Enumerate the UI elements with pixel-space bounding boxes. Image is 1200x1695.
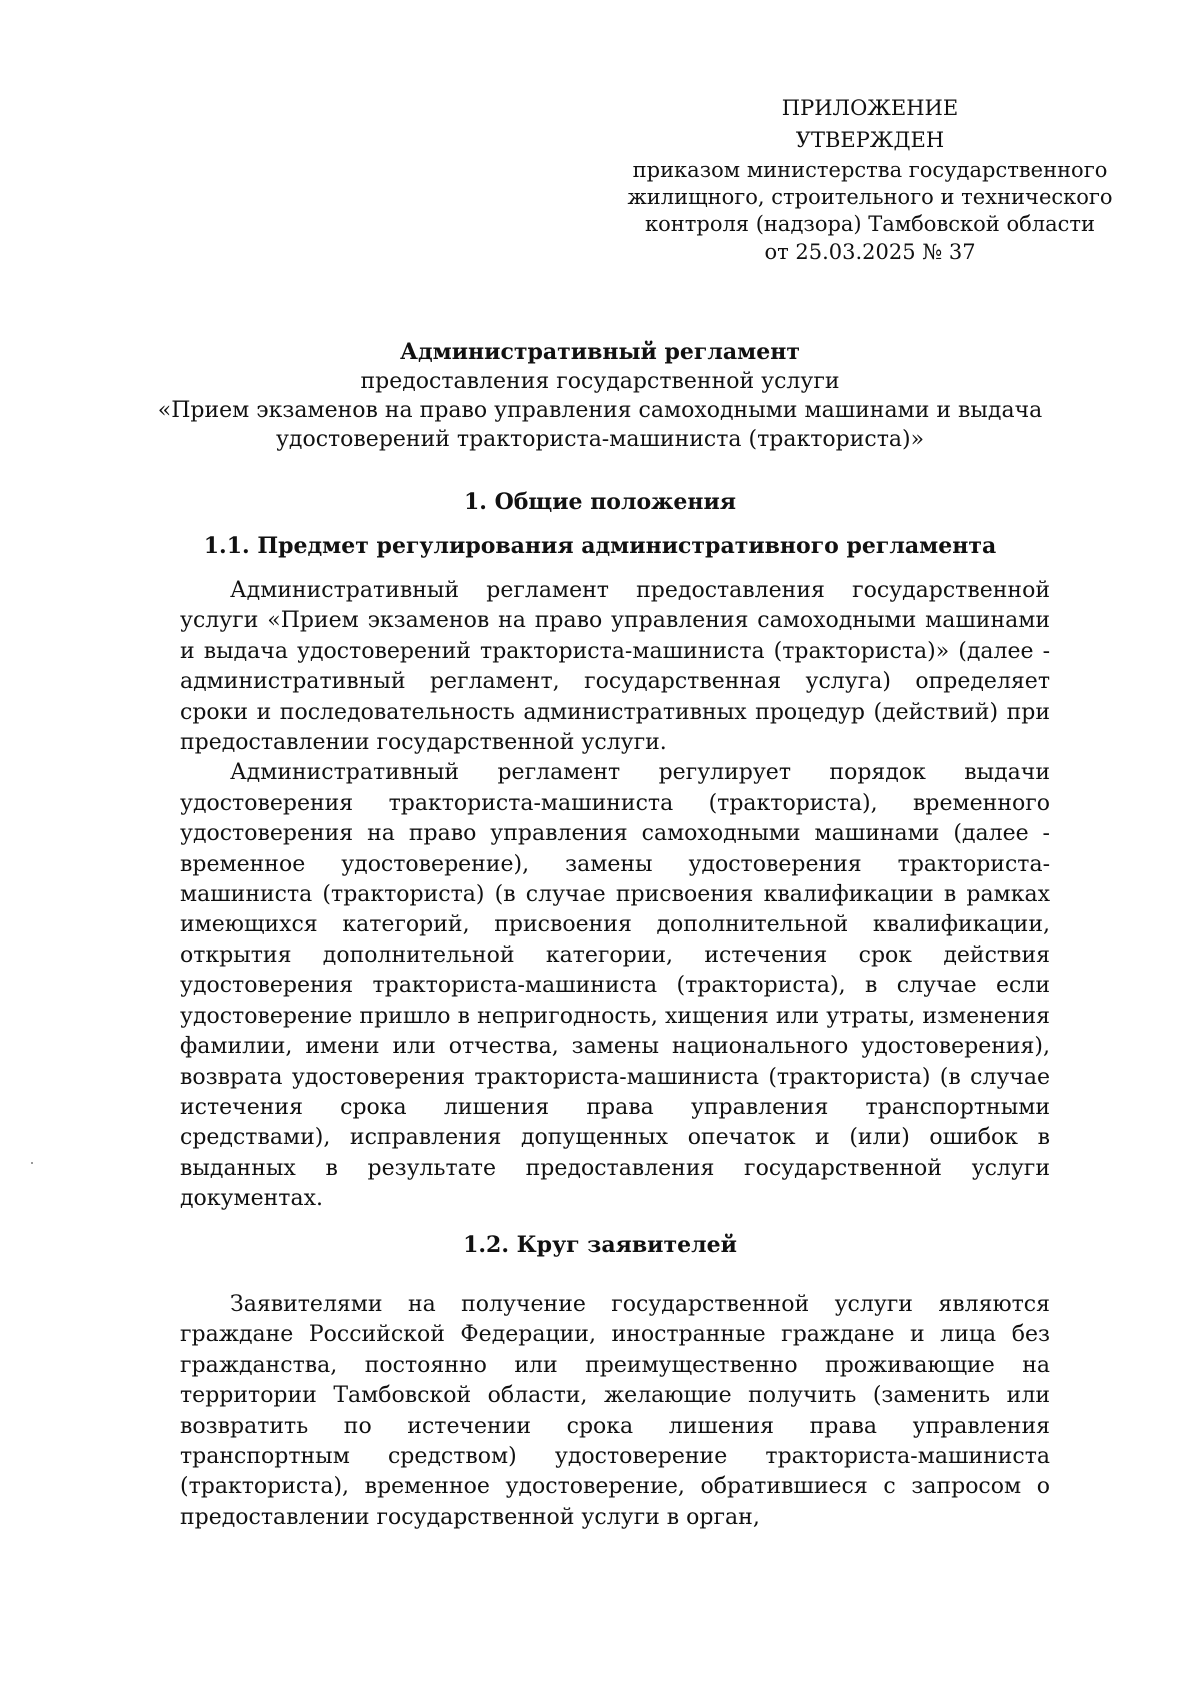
section-1-2-body	[180, 1290, 1050, 1533]
scan-artifact	[31, 1162, 33, 1164]
approval-line-2: жилищного, строительного и технического	[627, 185, 1113, 209]
title-line-1: предоставления государственной услуги	[360, 369, 840, 394]
section-1-heading: 1. Общие положения	[463, 489, 737, 515]
approval-line-3: контроля (надзора) Тамбовской области	[645, 212, 1095, 236]
paragraph: Административный регламент регулирует порядок выдачи удостоверения тракториста-машиниста (тракториста), временного удостоверения на право управления самоходными машинами (далее - временное удостоверение), замены удостоверения тракториста-машиниста (тракториста) (в случае присвоения квалификации в рамках имеющихся категорий, присвоения дополнительной квалификации, открытия дополнительной категории, истечения срок действия удостоверения тракториста-машиниста (тракториста), в случае если удостоверение пришло в непригодность, хищения или утраты, изменения фамилии, имени или отчества, замены национального удостоверения), возврата удостоверения тракториста-машиниста (тракториста) (в случае истечения срока лишения права управления транспортными средствами), исправления допущенных опечаток и (или) ошибок в выданных в результате предоставления государственной услуги документах.	[180, 760, 1050, 1212]
section-1-1-body	[180, 576, 1050, 1215]
document-title-block	[150, 338, 1050, 454]
title-line-3: удостоверений тракториста-машиниста (тракториста)»	[275, 427, 925, 452]
section-1-1-heading: 1.1. Предмет регулирования административного регламента	[203, 533, 997, 559]
approval-line-1: приказом министерства государственного	[632, 158, 1108, 182]
appendix-label: ПРИЛОЖЕНИЕ	[781, 96, 959, 120]
paragraph: Административный регламент предоставления государственной услуги «Прием экзаменов на право управления самоходными машинами и выдача удостоверений тракториста-машиниста (тракториста)» (далее - административный регламент, государственная услуга) определяет сроки и последовательность административных процедур (действий) при предоставлении государственной услуги.	[180, 578, 1050, 756]
section-1-2-heading: 1.2. Круг заявителей	[463, 1232, 737, 1258]
paragraph: Заявителями на получение государственной услуги являются граждане Российской Федерации, иностранные граждане и лица без гражданства, постоянно или преимущественно проживающие на территории Тамбовской области, желающие получить (заменить или возвратить по истечении срока лишения права управления транспортным средством) удостоверение тракториста-машиниста (тракториста), временное удостоверение, обратившиеся с запросом о предоставлении государственной услуги в орган,	[180, 1292, 1050, 1530]
document-title: Административный регламент	[400, 339, 800, 365]
title-line-2: «Прием экзаменов на право управления самоходными машинами и выдача	[157, 398, 1043, 423]
approved-label: УТВЕРЖДЕН	[795, 128, 945, 152]
approval-date-number: от 25.03.2025 № 37	[764, 240, 976, 264]
